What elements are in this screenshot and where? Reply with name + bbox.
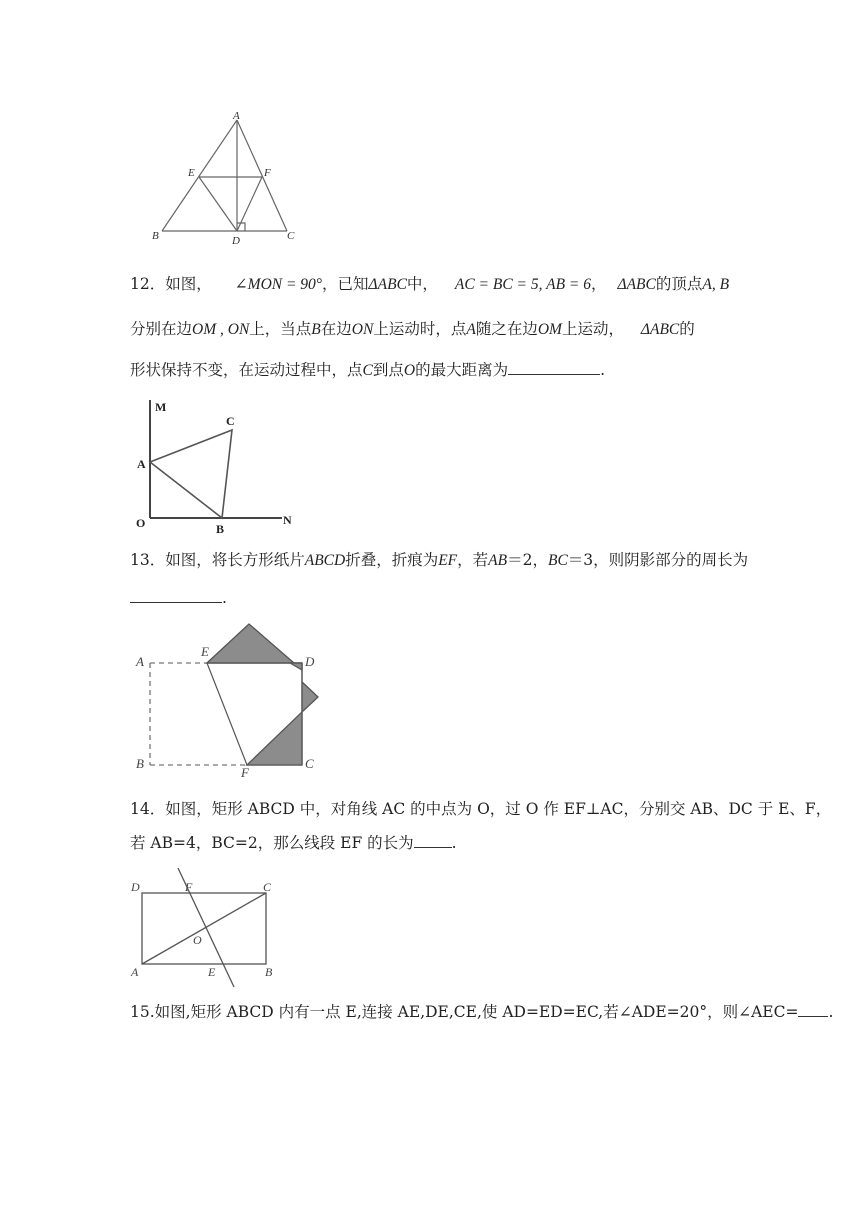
q13-side: AB (488, 552, 508, 569)
label-e: E (201, 644, 209, 659)
q15-text: 15.如图,矩形 ABCD 内有一点 E,连接 AE,DE,CE,使 AD=ED=EC,若∠ADE=20°，则∠AEC= (130, 1003, 799, 1021)
figure-folded-rectangle (130, 618, 330, 778)
q12-text: 的顶点 (655, 275, 703, 293)
q12-point: A (466, 321, 476, 338)
q12-line1 (130, 273, 729, 296)
label-d: D (305, 654, 315, 669)
q12-angle: ∠MON = 90° (234, 276, 323, 293)
q12-text: ， (591, 275, 607, 293)
figure-rectangle-diagonal (125, 860, 285, 990)
label-c: C (226, 414, 235, 428)
q12-text: 形状保持不变，在运动过程中，点 (130, 361, 363, 379)
q13-text: . (222, 589, 227, 607)
q12-text: 上运动时，点 (373, 320, 467, 338)
q12-line3 (130, 359, 605, 382)
q12-triangle: ΔABC (640, 321, 680, 338)
label-b: B (152, 230, 159, 242)
q13-text: ＝3，则阴影部分的周长为 (567, 551, 749, 569)
q13-crease: EF (438, 552, 458, 569)
q13-text: 13．如图，将长方形纸片 (130, 551, 305, 569)
q12-point: C (362, 362, 373, 379)
label-n: N (283, 513, 292, 527)
label-e: E (188, 167, 195, 179)
label-d: D (232, 235, 240, 247)
q12-point: O (403, 362, 416, 379)
q12-text: 的 (679, 320, 695, 338)
label-f: F (264, 167, 271, 179)
label-m: M (155, 400, 167, 414)
q14-line1: 14．如图，矩形 ABCD 中，对角线 AC 的中点为 O，过 O 作 EF⊥AC，分别交 AB、DC 于 E、F， (130, 800, 832, 818)
label-e: E (208, 965, 216, 979)
q12-text: . (600, 361, 606, 379)
q12-points: A, B (702, 276, 730, 293)
q12-text: 上，当点 (249, 320, 312, 338)
q12-text: 随之在边 (475, 320, 538, 338)
q12-triangle: ΔABC (368, 276, 407, 293)
q13-text: ，若 (457, 551, 489, 569)
label-f: F (185, 880, 193, 894)
q14-text: . (451, 834, 457, 852)
q13-side: BC (547, 552, 568, 569)
label-c: C (287, 230, 295, 242)
label-o: O (193, 933, 202, 947)
figure-triangle-abc-altitude (140, 105, 310, 250)
answer-blank[interactable] (798, 1002, 828, 1017)
q13-text: 折叠，折痕为 (345, 551, 439, 569)
q12-text: ，已知 (322, 275, 369, 293)
label-a: A (233, 110, 240, 122)
q14-line2 (130, 832, 457, 854)
q13-line1 (130, 549, 748, 572)
label-a: A (137, 457, 146, 471)
figure-angle-mon-triangle (130, 395, 305, 535)
label-a: A (131, 965, 139, 979)
q12-triangle: ΔABC (617, 276, 656, 293)
label-c: C (263, 880, 272, 894)
label-b: B (136, 756, 144, 771)
answer-blank[interactable] (130, 588, 222, 603)
q12-number: 12．如图， (130, 275, 212, 293)
q12-segment: OM (537, 321, 562, 338)
q13-line2 (130, 587, 227, 609)
q14-text: 若 AB=4，BC=2，那么线段 EF 的长为 (130, 834, 414, 852)
q12-text: 上运动， (561, 320, 624, 338)
q12-text: 分别在边 (130, 320, 193, 338)
q12-text: 的最大距离为 (415, 361, 509, 379)
q15-text: . (828, 1003, 834, 1021)
answer-blank[interactable] (508, 360, 600, 375)
answer-blank[interactable] (414, 833, 452, 848)
q15-line1 (130, 1001, 833, 1023)
label-f: F (241, 765, 249, 778)
q13-text: ＝2， (507, 551, 548, 569)
label-d: D (131, 880, 140, 894)
q12-sides: AC = BC = 5, AB = 6 (454, 276, 592, 293)
q12-segments: OM , ON (192, 321, 250, 338)
label-o: O (136, 516, 146, 530)
label-a: A (136, 654, 144, 669)
label-b: B (265, 965, 273, 979)
q12-text: 到点 (372, 361, 404, 379)
q12-point: B (311, 321, 321, 338)
q12-line2 (130, 318, 695, 341)
q12-text: 中， (406, 275, 438, 293)
q13-rect-name: ABCD (304, 552, 346, 569)
q12-text: 在边 (320, 320, 352, 338)
q12-segment: ON (351, 321, 374, 338)
label-c: C (305, 756, 314, 771)
label-b: B (216, 522, 225, 535)
